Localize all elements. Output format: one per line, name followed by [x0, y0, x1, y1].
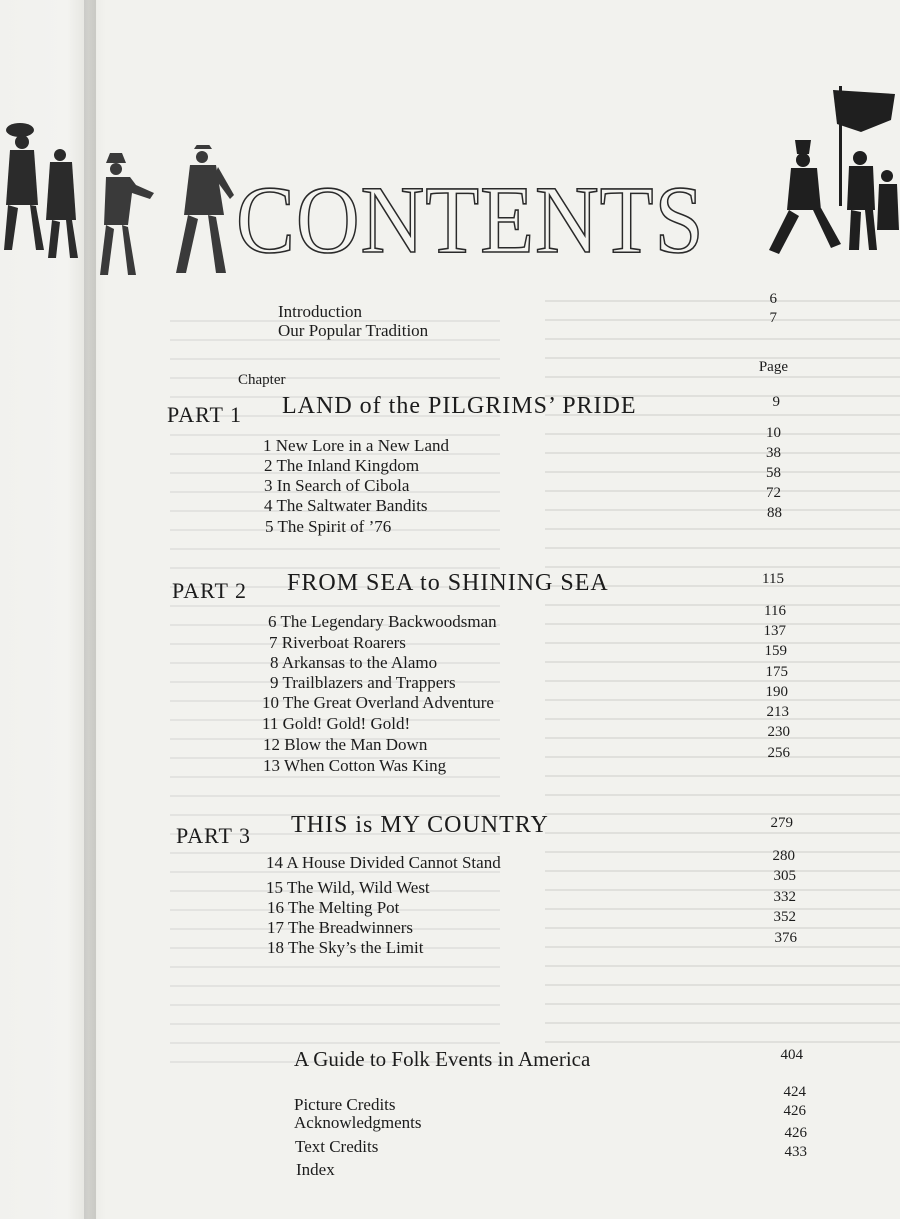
- back-matter-acknowledgments: Acknowledgments: [294, 1113, 422, 1132]
- chapter-4-title: 4 The Saltwater Bandits: [264, 496, 428, 515]
- chapter-7-page: 137: [763, 623, 786, 639]
- chapter-12-title: 12 Blow the Man Down: [263, 735, 428, 754]
- guide-page: 404: [780, 1047, 803, 1063]
- chapter-13-page: 256: [767, 745, 790, 761]
- guide-title: A Guide to Folk Events in America: [294, 1047, 591, 1071]
- chapter-5-page: 88: [767, 505, 782, 521]
- front-matter-page-introduction: 6: [769, 291, 777, 307]
- back-matter-index: Index: [296, 1160, 335, 1179]
- cavalier-figures-illustration: [0, 110, 80, 260]
- back-matter-index-page: 433: [784, 1144, 807, 1160]
- chapter-column-label: Chapter: [238, 372, 286, 388]
- front-matter-title-introduction: Introduction: [278, 302, 363, 321]
- chapter-6-page: 116: [764, 603, 786, 619]
- chapter-15-title: 15 The Wild, Wild West: [266, 878, 430, 897]
- part-3-label: PART 3: [176, 823, 251, 848]
- chapter-17-title: 17 The Breadwinners: [267, 918, 414, 937]
- part-1-label: PART 1: [167, 402, 242, 427]
- chapter-16-page: 332: [773, 889, 796, 905]
- back-matter-acknowledgments-page: 426: [783, 1103, 806, 1119]
- chapter-7-title: 7 Riverboat Roarers: [269, 633, 406, 652]
- part-2-page: 115: [762, 571, 784, 587]
- chapter-1-title: 1 New Lore in a New Land: [263, 436, 449, 455]
- page-column-label: Page: [758, 359, 788, 375]
- chapter-18-page: 376: [774, 930, 797, 946]
- chapter-2-page: 38: [766, 445, 781, 461]
- chapter-1-page: 10: [766, 425, 781, 441]
- part-2-title: FROM SEA to SHINING SEA: [287, 570, 609, 596]
- chapter-10-page: 190: [765, 684, 788, 700]
- part-1-title: LAND of the PILGRIMS’ PRIDE: [282, 393, 637, 419]
- chapter-14-title: 14 A House Divided Cannot Stand: [266, 853, 501, 872]
- part-3-page: 279: [770, 815, 793, 831]
- uncle-sam-figures-illustration: [765, 80, 900, 270]
- page-title: CONTENTS: [236, 166, 705, 273]
- chapter-4-page: 72: [766, 485, 781, 501]
- chapter-6-title: 6 The Legendary Backwoodsman: [268, 612, 497, 631]
- chapter-8-page: 159: [764, 643, 787, 659]
- chapter-12-page: 230: [767, 724, 790, 740]
- chapter-8-title: 8 Arkansas to the Alamo: [270, 653, 438, 672]
- part-2-label: PART 2: [172, 578, 247, 603]
- chapter-17-page: 352: [773, 909, 796, 925]
- part-1-page: 9: [772, 394, 780, 410]
- chapter-9-title: 9 Trailblazers and Trappers: [270, 673, 456, 692]
- chapter-5-title: 5 The Spirit of ’76: [265, 517, 392, 536]
- chapter-9-page: 175: [765, 664, 788, 680]
- front-matter-page-popular-tradition: 7: [769, 310, 777, 326]
- part-3-title: THIS is MY COUNTRY: [291, 812, 549, 838]
- front-matter-title-popular-tradition: Our Popular Tradition: [278, 321, 429, 340]
- chapter-11-title: 11 Gold! Gold! Gold!: [262, 714, 411, 733]
- back-matter-text-credits: Text Credits: [295, 1137, 379, 1156]
- chapter-13-title: 13 When Cotton Was King: [263, 756, 447, 775]
- chapter-16-title: 16 The Melting Pot: [267, 898, 400, 917]
- back-matter-picture-credits: Picture Credits: [294, 1095, 396, 1114]
- chapter-10-title: 10 The Great Overland Adventure: [262, 693, 494, 712]
- back-matter-picture-credits-page: 424: [783, 1084, 806, 1100]
- chapter-3-title: 3 In Search of Cibola: [264, 476, 410, 495]
- chapter-2-title: 2 The Inland Kingdom: [264, 456, 420, 475]
- chapter-15-page: 305: [773, 868, 796, 884]
- chapter-11-page: 213: [766, 704, 789, 720]
- colonial-figures-illustration: [84, 145, 254, 280]
- back-matter-text-credits-page: 426: [784, 1125, 807, 1141]
- chapter-3-page: 58: [766, 465, 781, 481]
- chapter-18-title: 18 The Sky’s the Limit: [267, 938, 424, 957]
- chapter-14-page: 280: [772, 848, 795, 864]
